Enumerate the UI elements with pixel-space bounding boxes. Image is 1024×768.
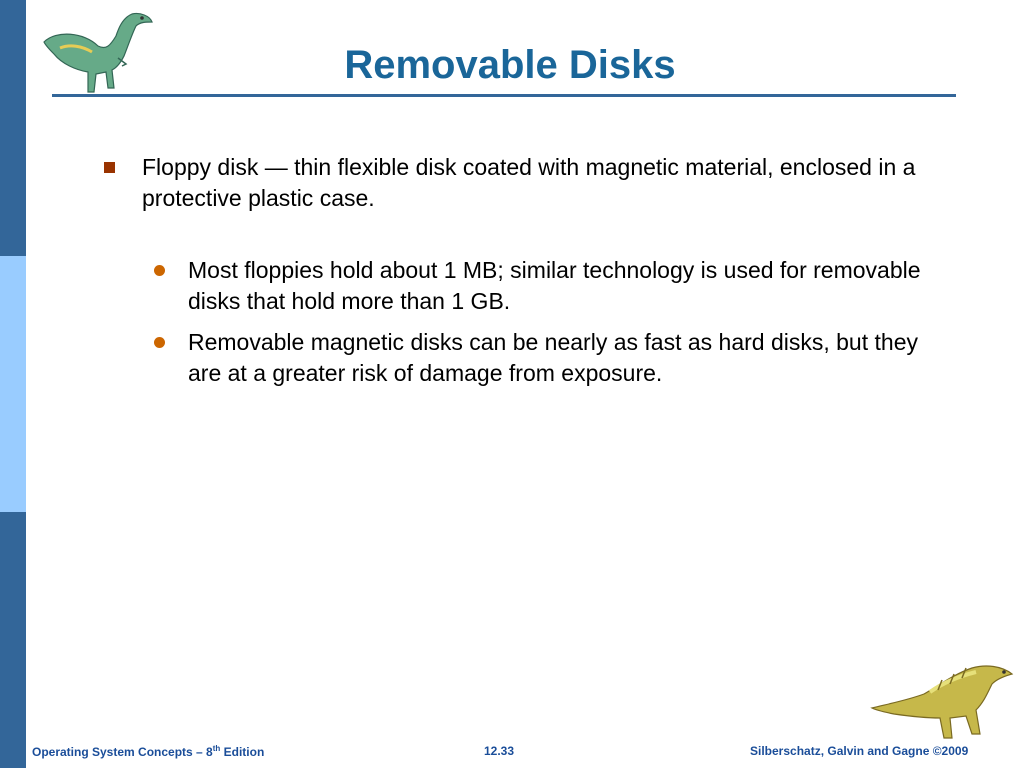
sub-list-item	[154, 327, 954, 389]
slide-number: 12.33	[484, 744, 515, 758]
footer-edition-text: Edition	[220, 745, 265, 759]
sidebar-top-band	[0, 0, 26, 256]
dinosaur-icon	[868, 660, 1018, 742]
title-divider	[52, 94, 956, 97]
list-item	[104, 152, 964, 214]
round-bullet-icon	[154, 337, 165, 348]
sidebar-bottom-band	[0, 512, 26, 768]
square-bullet-icon	[104, 162, 115, 173]
slide-title: Removable Disks	[344, 43, 676, 87]
footer-superscript: th	[212, 744, 221, 753]
footer-book-title-text: Operating System Concepts – 8	[32, 745, 213, 759]
sub-bullet-text: Removable magnetic disks can be nearly as fast as hard disks, but they are at a greater risk of damage from exposure.	[188, 329, 918, 386]
round-bullet-icon	[154, 265, 165, 276]
dinosaur-icon	[36, 8, 156, 96]
sub-list-item	[154, 255, 954, 317]
sub-bullet-text: Most floppies hold about 1 MB; similar technology is used for removable disks that hold more than 1 GB.	[188, 257, 921, 314]
bullet-text: Floppy disk — thin flexible disk coated with magnetic material, enclosed in a protective plastic case.	[142, 154, 916, 211]
sidebar-middle-band	[0, 256, 26, 512]
footer-book-title	[32, 744, 264, 759]
footer-copyright: Silberschatz, Galvin and Gagne ©2009	[750, 744, 969, 758]
